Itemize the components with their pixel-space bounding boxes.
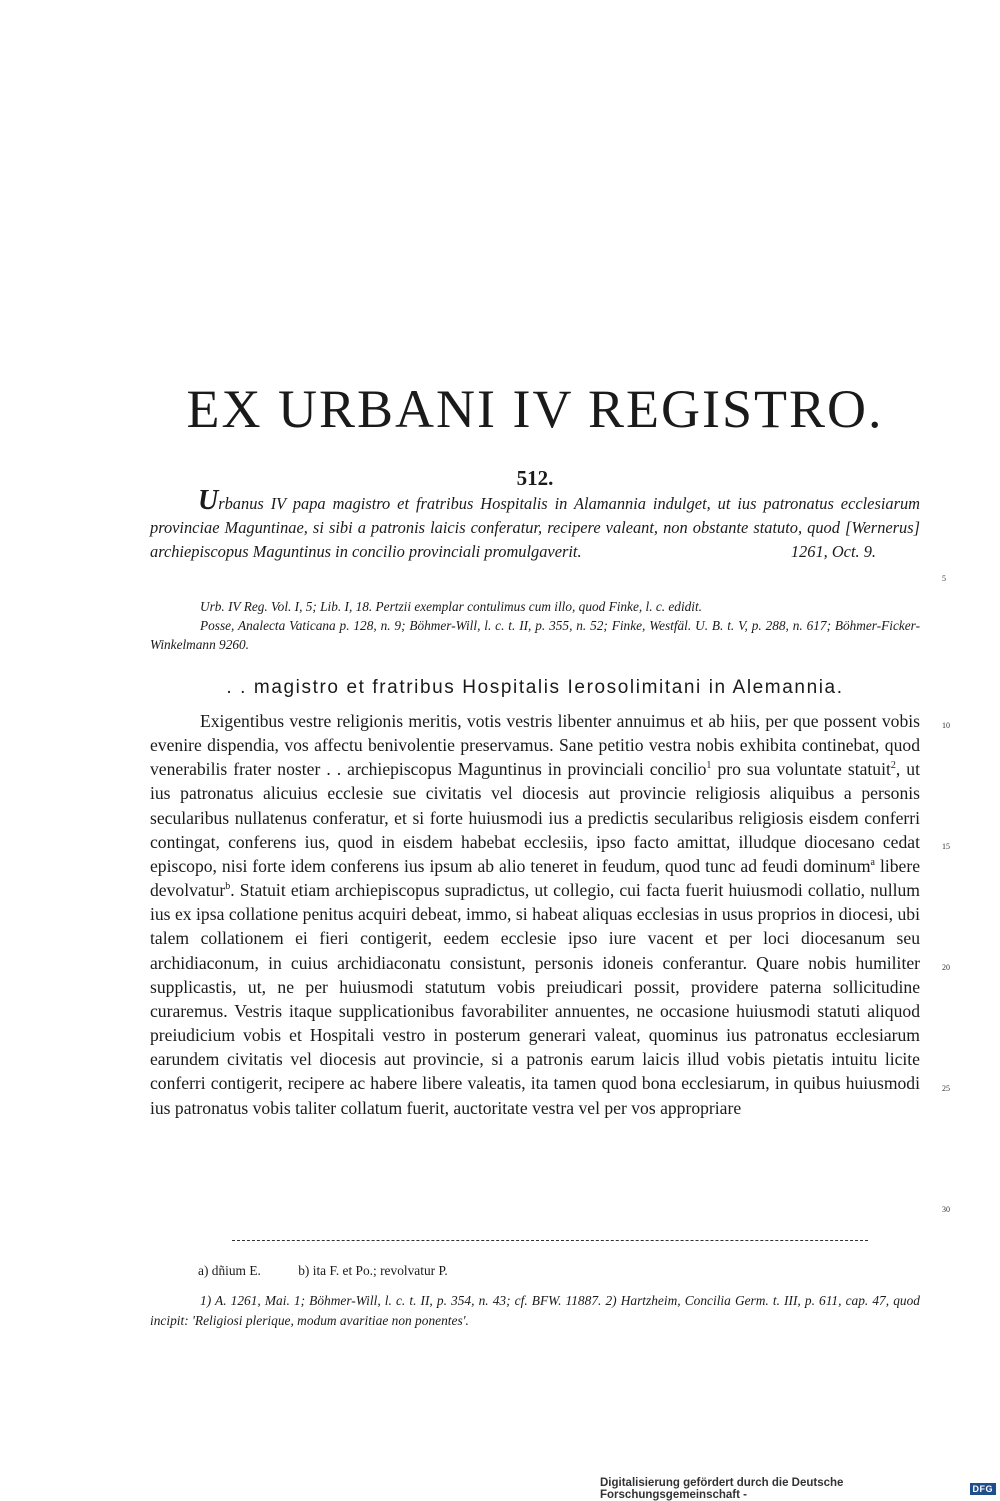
footnote-ref-2: 2 bbox=[890, 760, 896, 772]
body-part-5: . Statuit etiam archiepiscopus supradictus, ut collegio, cui facta fuerit huiusmodi collatio, nullum ius ex ipsa collatione penitus acquiri debeat, immo, si habeat aliquas ecclesias in usus proprios in diocesi, ubi talem collationem ei fieri contigerit, eedem ecclesie ipso iure vacent et per loci diocesanum seu archidiaconum, in cuius archidiaconatu consistunt, personis idoneis conferantur. Quare nobis humiliter supplicastis, ut, ne per huiusmodi statutum vobis preiudicari possit, providere paterna sollicitudine curaremus. Vestris itaque supplicationibus favorabiliter annuentes, ne occasione huiusmodi statuti aliquod preiudicium vobis et Hospitali vestro in posterum generari valeat, quominus ius patronatus ecclesiarum earundem civitatis vel diocesis aut provincie, si a patronis earum laicis illud vobis pietatis intuitu licite conferri contigerit, recipere ac habere libere valeatis, ita tamen quod bona ecclesiarum, in quibus huiusmodi ius patronatus vobis taliter collatum fuerit, auctoritate vestra vel per vos appropriare bbox=[150, 880, 920, 1118]
body-part-2: pro sua voluntate statuit bbox=[711, 759, 891, 780]
body-part-4: libere devolvatur bbox=[150, 855, 921, 901]
regest-text: rbanus IV papa magistro et fratribus Hospitalis in Alamannia indulget, ut ius patronatus ecclesiarum provinciae Maguntinae, si sibi a patronis laicis conferatur, recipere valeant, non obstante statuto, quod [Wernerus] archiepiscopus Maguntinus in concilio provinciali promulgaverit. bbox=[150, 494, 920, 561]
regest-date: 1261, Oct. 9. bbox=[790, 542, 876, 561]
body-part-3: , ut ius patronatus alicuius ecclesie sue civitatis vel diocesis aut provincie religiosis aliquibus a personis secularibus nullatenus conferatur, et si forte huiusmodi ius a predictis secularibus religiosis eisdem conferri contingat, conferens ius, quod in eisdem habebat ecclesiis, ipso facto amittat, illudque diocesano cedat episcopo, nisi forte idem conferens ius ipsum ab alio teneret in feudum, quod tunc ad feudi dominum bbox=[150, 759, 920, 876]
footnote-b: b) ita F. et Po.; revolvatur P. bbox=[298, 1263, 448, 1278]
footnote-ref-1: 1 bbox=[706, 760, 712, 772]
line-number-15: 15 bbox=[942, 842, 950, 851]
page-title: EX URBANI IV REGISTRO. bbox=[186, 379, 884, 439]
body-part-1: Exigentibus vestre religionis meritis, votis vestris libenter annuimus et ab hiis, per que possent vobis evenire dispendia, vos affectu benivolentie preservamus. Sane petitio vestra nobis exhibita continebat, quod venerabilis frater noster . . archiepiscopus Maguntinus in provinciali concilio bbox=[150, 711, 920, 780]
line-number-5: 5 bbox=[942, 574, 946, 583]
digitization-banner bbox=[600, 1478, 1000, 1500]
regest bbox=[150, 485, 920, 564]
letter-body bbox=[150, 709, 920, 1120]
regest-paragraph bbox=[150, 485, 920, 564]
regest-initial: U bbox=[198, 485, 219, 516]
banner-text: Digitalisierung gefördert durch die Deutsche Forschungsgemeinschaft - bbox=[600, 1477, 844, 1501]
line-number-30: 30 bbox=[942, 1205, 950, 1214]
numbered-footnotes: 1) A. 1261, Mai. 1; Böhmer-Will, l. c. t. II, p. 354, n. 43; cf. BFW. 11887. 2) Hartzheim, Concilia Germ. t. III, p. 611, cap. 47, quod incipit: 'Religiosi plerique, modum avaritiae non ponentes'. bbox=[150, 1293, 920, 1328]
document-number: 512. bbox=[516, 466, 554, 490]
source-notes bbox=[150, 597, 920, 654]
footnote-ref-b: b bbox=[225, 881, 231, 893]
letter-paragraph bbox=[150, 709, 920, 1120]
source-line-1: Urb. IV Reg. Vol. I, 5; Lib. I, 18. Pertzii exemplar contulimus cum illo, quod Finke, l. c. edidit. bbox=[200, 599, 703, 614]
dfg-logo-icon: DFG bbox=[970, 1483, 997, 1495]
footnote-ref-a: a bbox=[870, 857, 875, 869]
line-number-25: 25 bbox=[942, 1084, 950, 1093]
letter-footnotes bbox=[150, 1263, 920, 1279]
footnotes bbox=[150, 1263, 920, 1331]
line-number-20: 20 bbox=[942, 963, 950, 972]
addressee-heading: . . magistro et fratribus Hospitalis Ierosolimitani in Alemannia. bbox=[226, 677, 844, 698]
footnote-divider bbox=[232, 1240, 868, 1241]
footnote-a: a) dñium E. bbox=[198, 1263, 261, 1278]
source-line-2: Posse, Analecta Vaticana p. 128, n. 9; Böhmer-Will, l. c. t. II, p. 355, n. 52; Finke, Westfäl. U. B. t. V, p. 288, n. 617; Böhmer-Ficker-Winkelmann 9260. bbox=[150, 618, 920, 652]
line-number-10: 10 bbox=[942, 721, 950, 730]
